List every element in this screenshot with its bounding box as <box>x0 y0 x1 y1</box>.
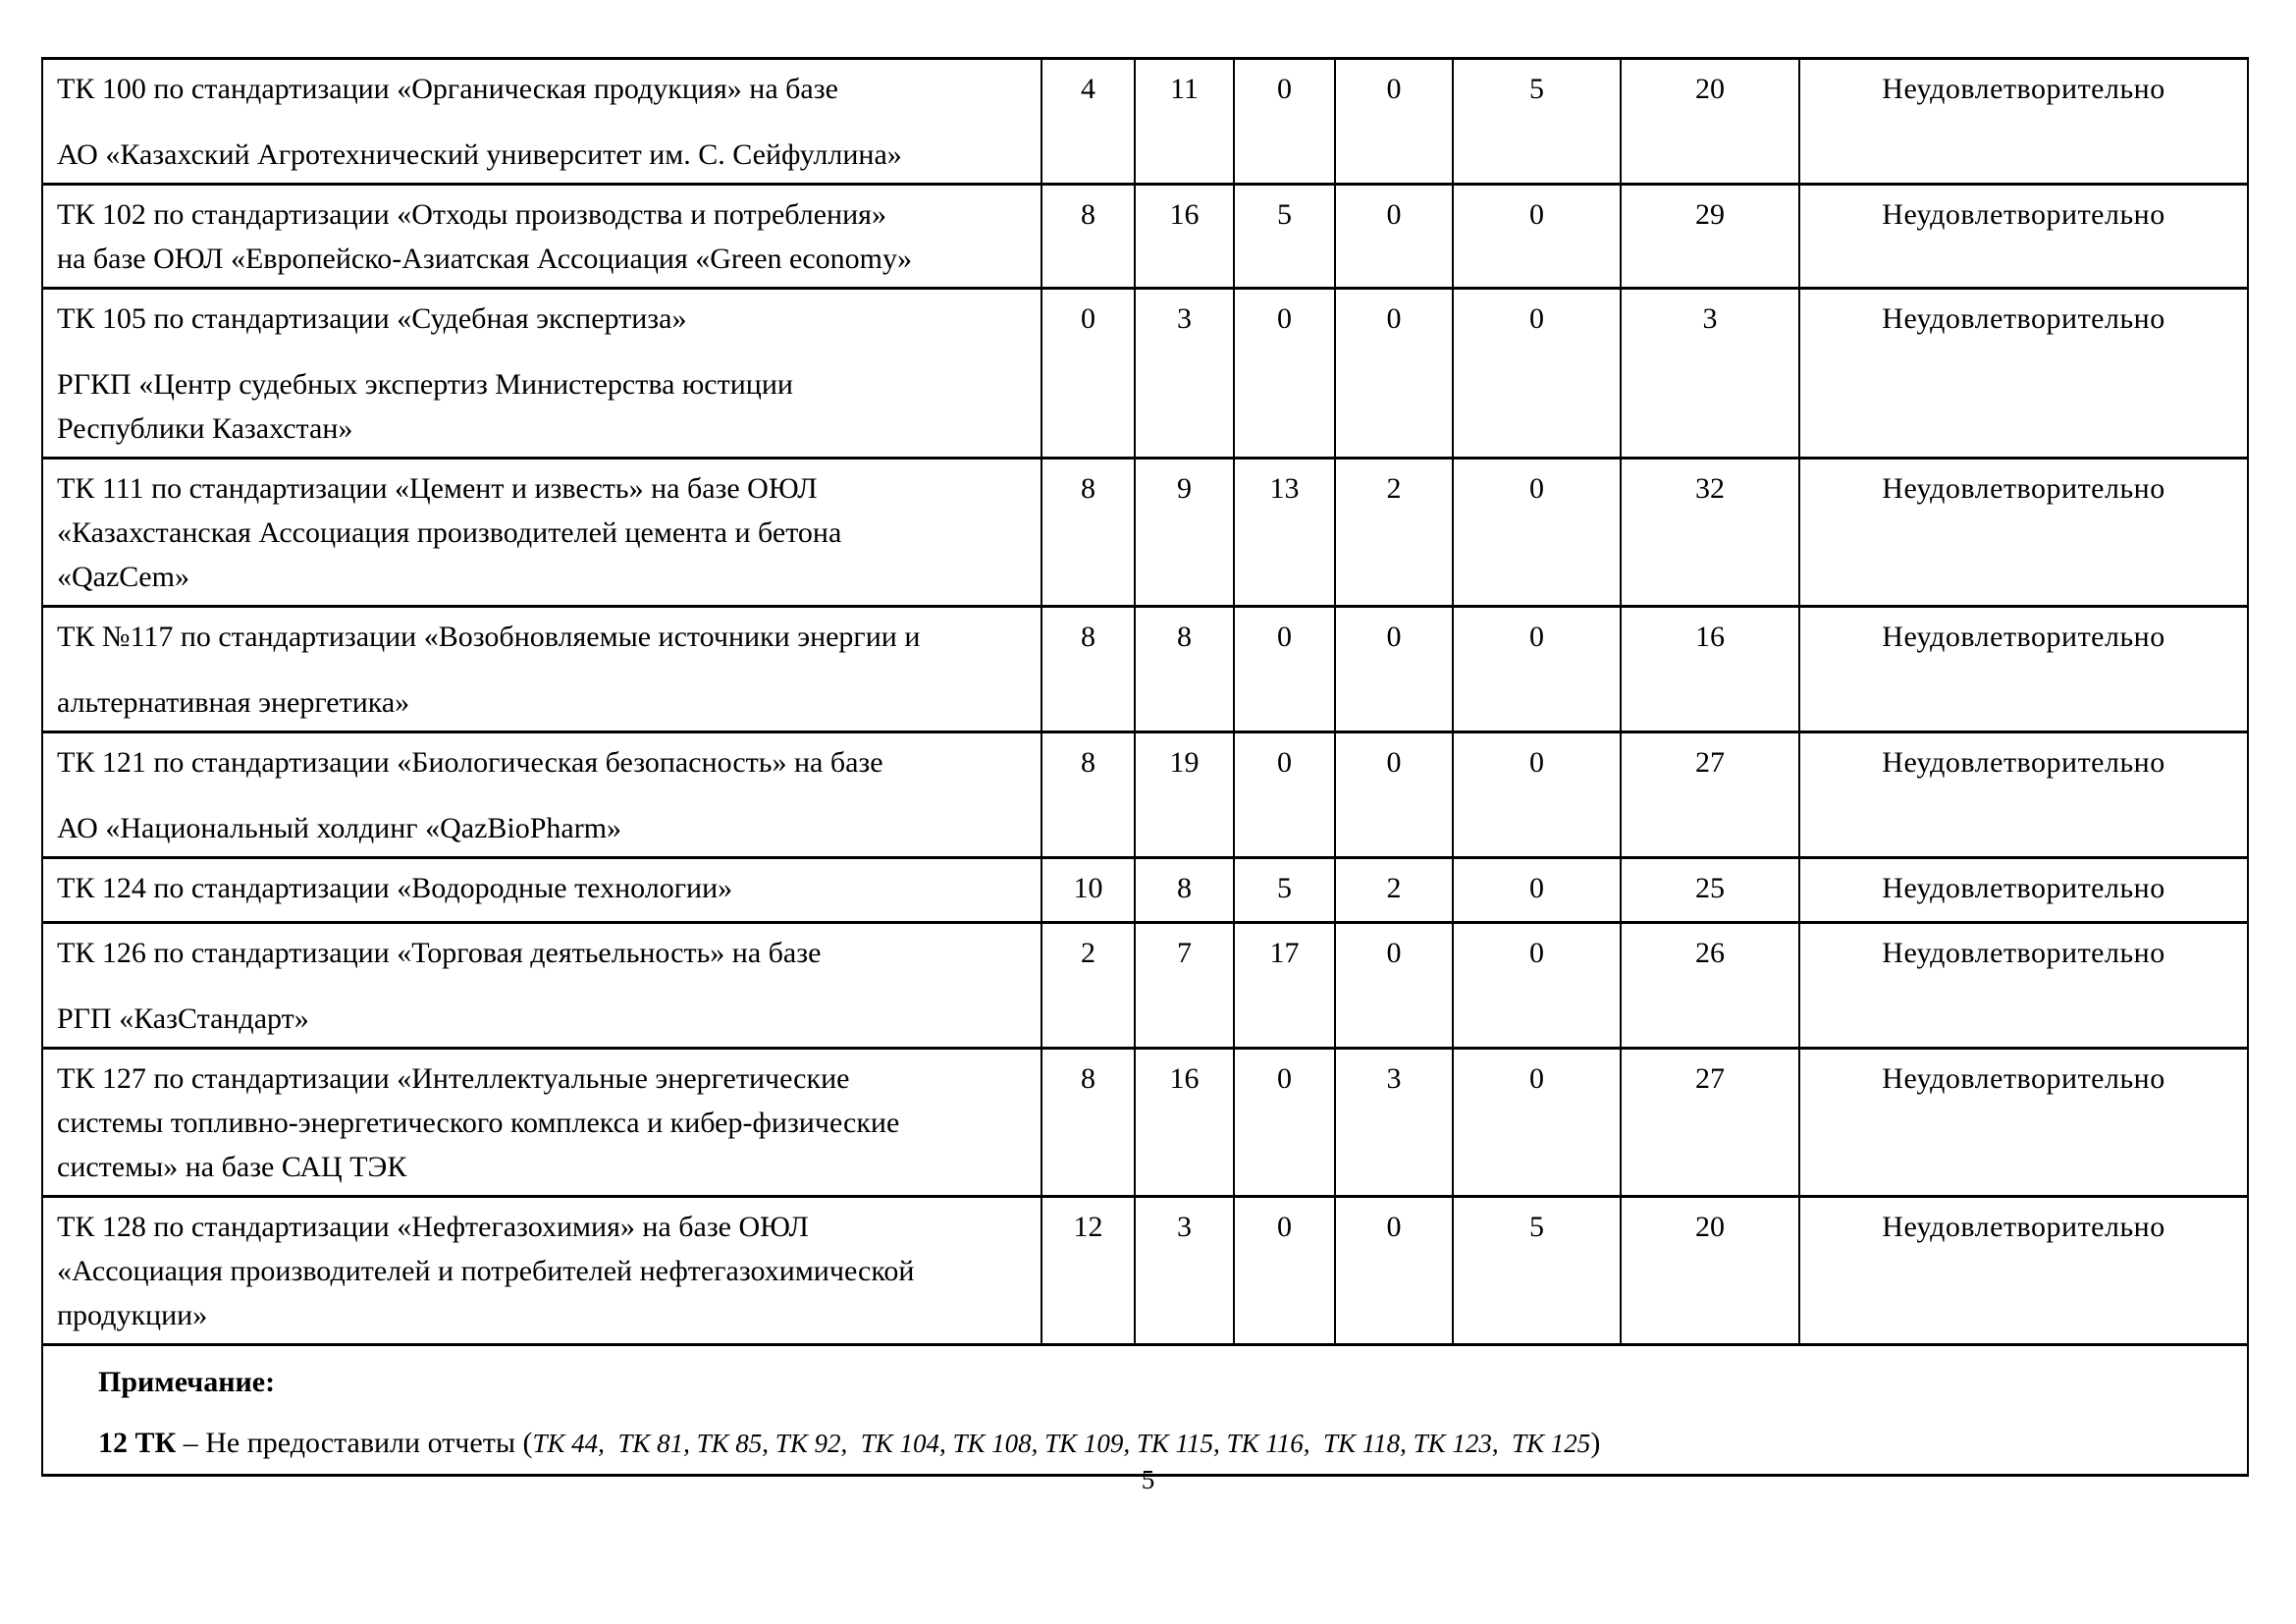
value-cell: 2 <box>1335 459 1453 607</box>
description-line: ТК 102 по стандартизации «Отходы производства и потребления» <box>57 198 886 231</box>
value-cell: 0 <box>1335 607 1453 732</box>
value-cell: 0 <box>1453 185 1621 289</box>
value-cell: 0 <box>1234 732 1335 858</box>
value-cell: 0 <box>1335 59 1453 185</box>
tk-table-note-body <box>42 1345 2248 1476</box>
value-cell: 0 <box>1453 858 1621 923</box>
value-cell: 29 <box>1621 185 1799 289</box>
value-cell: 0 <box>1453 289 1621 459</box>
value-cell: 19 <box>1135 732 1234 858</box>
value-cell: 0 <box>1453 732 1621 858</box>
value-cell: 2 <box>1041 923 1135 1049</box>
value-cell: 3 <box>1621 289 1799 459</box>
note-row <box>42 1345 2248 1476</box>
description-line: «Ассоциация производителей и потребителей нефтегазохимической <box>57 1255 915 1287</box>
value-cell: 8 <box>1041 459 1135 607</box>
note-cell <box>42 1345 2248 1476</box>
value-cell: 4 <box>1041 59 1135 185</box>
paragraph-gap <box>57 785 1029 806</box>
value-cell: 3 <box>1335 1049 1453 1197</box>
description-line: ТК 127 по стандартизации «Интеллектуальные энергетические <box>57 1062 850 1095</box>
value-cell: 8 <box>1041 732 1135 858</box>
note-count: 12 ТК <box>98 1427 177 1459</box>
value-cell: 8 <box>1041 1049 1135 1197</box>
table-row <box>42 732 2248 858</box>
paragraph-gap <box>57 659 1029 680</box>
tk-table-body <box>42 59 2248 1345</box>
status-cell: Неудовлетворительно <box>1799 185 2248 289</box>
description-line: РГП «КазСтандарт» <box>57 1002 309 1035</box>
committee-description-cell <box>42 923 1041 1049</box>
value-cell: 8 <box>1041 607 1135 732</box>
value-cell: 0 <box>1234 59 1335 185</box>
committee-description-cell <box>42 459 1041 607</box>
value-cell: 0 <box>1234 607 1335 732</box>
value-cell: 10 <box>1041 858 1135 923</box>
committee-description-cell <box>42 59 1041 185</box>
value-cell: 2 <box>1335 858 1453 923</box>
value-cell: 16 <box>1135 185 1234 289</box>
paragraph-gap <box>57 111 1029 133</box>
value-cell: 0 <box>1453 1049 1621 1197</box>
value-cell: 0 <box>1335 185 1453 289</box>
value-cell: 5 <box>1453 59 1621 185</box>
table-row <box>42 1197 2248 1345</box>
value-cell: 8 <box>1135 607 1234 732</box>
description-line: продукции» <box>57 1299 208 1331</box>
status-cell: Неудовлетворительно <box>1799 1197 2248 1345</box>
status-cell: Неудовлетворительно <box>1799 459 2248 607</box>
value-cell: 8 <box>1041 185 1135 289</box>
table-row <box>42 459 2248 607</box>
note-line <box>98 1423 2227 1464</box>
description-line: ТК №117 по стандартизации «Возобновляемые источники энергии и <box>57 621 921 653</box>
page-number: 5 <box>1141 1465 1155 1494</box>
description-line: РГКП «Центр судебных экспертиз Министерства юстиции <box>57 368 793 401</box>
value-cell: 17 <box>1234 923 1335 1049</box>
description-line: ТК 121 по стандартизации «Биологическая безопасность» на базе <box>57 746 883 779</box>
paragraph-gap <box>57 975 1029 997</box>
value-cell: 0 <box>1335 1197 1453 1345</box>
description-line: системы» на базе САЦ ТЭК <box>57 1151 407 1183</box>
status-cell: Неудовлетворительно <box>1799 858 2248 923</box>
status-cell: Неудовлетворительно <box>1799 923 2248 1049</box>
description-line: «Казахстанская Ассоциация производителей цемента и бетона <box>57 516 842 549</box>
status-cell: Неудовлетворительно <box>1799 289 2248 459</box>
description-line: системы топливно-энергетического комплекса и кибер-физические <box>57 1107 900 1139</box>
table-row <box>42 923 2248 1049</box>
committee-description-cell <box>42 1049 1041 1197</box>
value-cell: 5 <box>1234 858 1335 923</box>
committee-description-cell <box>42 858 1041 923</box>
value-cell: 20 <box>1621 1197 1799 1345</box>
table-row <box>42 858 2248 923</box>
description-line: АО «Национальный холдинг «QazBioPharm» <box>57 812 622 844</box>
table-row <box>42 1049 2248 1197</box>
value-cell: 20 <box>1621 59 1799 185</box>
committee-description-cell <box>42 732 1041 858</box>
value-cell: 0 <box>1335 923 1453 1049</box>
value-cell: 0 <box>1335 289 1453 459</box>
table-row <box>42 289 2248 459</box>
value-cell: 0 <box>1234 1049 1335 1197</box>
value-cell: 16 <box>1135 1049 1234 1197</box>
value-cell: 25 <box>1621 858 1799 923</box>
value-cell: 0 <box>1453 459 1621 607</box>
description-line: Республики Казахстан» <box>57 412 353 445</box>
description-line: ТК 111 по стандартизации «Цемент и известь» на базе ОЮЛ <box>57 472 818 505</box>
value-cell: 0 <box>1335 732 1453 858</box>
note-lead-text: – Не предоставили отчеты ( <box>176 1427 533 1459</box>
table-row <box>42 607 2248 732</box>
committee-description-cell <box>42 289 1041 459</box>
value-cell: 13 <box>1234 459 1335 607</box>
status-cell: Неудовлетворительно <box>1799 607 2248 732</box>
description-line: ТК 124 по стандартизации «Водородные технологии» <box>57 872 733 904</box>
description-line: на базе ОЮЛ «Европейско-Азиатская Ассоциация «Green economy» <box>57 243 913 275</box>
description-line: «QazCem» <box>57 561 189 593</box>
description-line: ТК 126 по стандартизации «Торговая деятьельность» на базе <box>57 937 822 969</box>
tk-standardization-table <box>41 57 2249 1477</box>
paragraph-gap <box>57 341 1029 362</box>
committee-description-cell <box>42 185 1041 289</box>
value-cell: 27 <box>1621 732 1799 858</box>
description-line: ТК 100 по стандартизации «Органическая продукция» на базе <box>57 73 838 105</box>
value-cell: 9 <box>1135 459 1234 607</box>
value-cell: 7 <box>1135 923 1234 1049</box>
note-paragraph-gap <box>98 1403 2227 1423</box>
status-cell: Неудовлетворительно <box>1799 732 2248 858</box>
value-cell: 32 <box>1621 459 1799 607</box>
status-cell: Неудовлетворительно <box>1799 1049 2248 1197</box>
committee-description-cell <box>42 1197 1041 1345</box>
value-cell: 0 <box>1234 1197 1335 1345</box>
table-row <box>42 185 2248 289</box>
value-cell: 11 <box>1135 59 1234 185</box>
value-cell: 0 <box>1041 289 1135 459</box>
description-line: АО «Казахский Агротехнический университет им. С. Сейфуллина» <box>57 138 902 171</box>
note-committees-list: ТК 44, ТК 81, ТК 85, ТК 92, ТК 104, ТК 108, ТК 109, ТК 115, ТК 116, ТК 118, ТК 123, ТК 125 <box>532 1429 1591 1458</box>
value-cell: 0 <box>1453 607 1621 732</box>
value-cell: 3 <box>1135 1197 1234 1345</box>
note-title: Примечание: <box>98 1366 276 1398</box>
description-line: ТК 105 по стандартизации «Судебная экспертиза» <box>57 302 687 335</box>
committee-description-cell <box>42 607 1041 732</box>
table-row <box>42 59 2248 185</box>
value-cell: 0 <box>1453 923 1621 1049</box>
value-cell: 8 <box>1135 858 1234 923</box>
value-cell: 16 <box>1621 607 1799 732</box>
value-cell: 3 <box>1135 289 1234 459</box>
value-cell: 27 <box>1621 1049 1799 1197</box>
description-line: альтернативная энергетика» <box>57 686 410 719</box>
value-cell: 5 <box>1234 185 1335 289</box>
value-cell: 0 <box>1234 289 1335 459</box>
status-cell: Неудовлетворительно <box>1799 59 2248 185</box>
value-cell: 26 <box>1621 923 1799 1049</box>
value-cell: 5 <box>1453 1197 1621 1345</box>
description-line: ТК 128 по стандартизации «Нефтегазохимия» на базе ОЮЛ <box>57 1211 809 1243</box>
value-cell: 12 <box>1041 1197 1135 1345</box>
note-closing-paren: ) <box>1590 1427 1601 1459</box>
